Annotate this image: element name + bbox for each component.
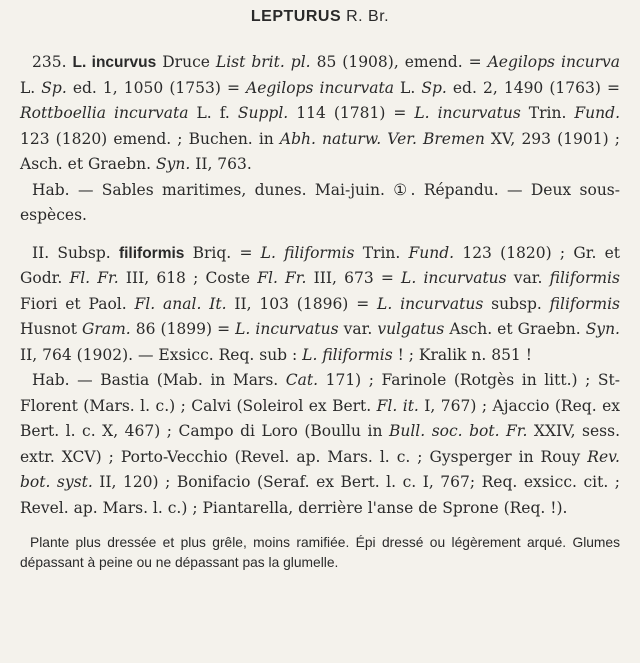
subsp-text-4: L. filiformis	[260, 243, 355, 262]
species-text-16: L. incurvatus	[414, 104, 521, 122]
hab2-text-7: XXIV, sess. extr. XCV) ; Porto-Vecchio (Revel. ap. Mars. l. c. ; Gysperger in Rouy	[20, 422, 621, 466]
genus-authority: R. Br.	[346, 8, 390, 25]
genus-heading: LEPTURUS	[250, 8, 342, 25]
subsp-text-16: Fl. anal. It.	[134, 294, 227, 313]
subsp-text-10: Fl. Fr.	[257, 269, 307, 287]
species-text-6: Sp.	[41, 78, 67, 97]
species-text-19: 123 (1820) emend. ; Buchen. in	[20, 129, 280, 148]
species-text-2: List brit. pl.	[215, 53, 311, 71]
subsp-text-29: II, 764 (1902). — Exsicc. Req. sub :	[20, 345, 303, 364]
subsp-text-8: Fl. Fr.	[69, 269, 119, 287]
species-number: 235.	[32, 53, 67, 71]
species-text-12: Rottboellia incurvata	[20, 104, 189, 122]
subsp-text-28: Syn.	[585, 320, 620, 338]
subsp-text-31: ! ; Kralik n. 851 !	[392, 345, 532, 364]
subsp-text-12: L. incurvatus	[401, 269, 507, 287]
hab2-text-9: II, 120) ; Bonifacio (Seraf. ex Bert. l. c. I, 767; Req. exsicc. cit. ; Revel. ap. Mars. l. c.) ; Piantarella, derrière l'anse de Sprone (Req. !).	[20, 473, 620, 517]
subsp-text-15: Fiori et Paol.	[20, 294, 135, 313]
species-text-7: ed. 1, 1050 (1753) =	[66, 78, 246, 97]
description-note	[20, 533, 620, 573]
species-text-14: Suppl.	[237, 104, 289, 122]
species-text-21: XV, 293 (1901) ; Asch. et Graebn.	[20, 129, 620, 173]
species-text-22: Syn.	[155, 155, 191, 173]
hab2-text-5: I, 767) ; Ajaccio (Req. ex Bert. l. c. X, 467) ; Campo di Loro (Boullu in	[20, 396, 620, 440]
note-text: Plante plus dressée et plus grêle, moins ramifiée. Épi dressé ou légèrement arqué. Glumes dépassant à peine ou ne dépassant pas la glumelle.	[20, 535, 620, 570]
subsp-text-19: subsp.	[483, 294, 550, 313]
subsp-text-27: Asch. et Graebn.	[444, 320, 586, 338]
habitat-paragraph-1: Hab. — Sables maritimes, dunes. Mai-juin. ①. Répandu. — Deux sous-espèces.	[20, 180, 620, 224]
hab2-text-3: 171) ; Farinole (Rotgès in litt.) ; St-Florent (Mars. l. c.) ; Calvi (Soleirol ex Bert.	[20, 371, 620, 415]
hab2-text-8: Rev. bot. syst.	[20, 447, 620, 491]
subsp-text-14: filiformis	[549, 269, 620, 287]
subsp-text-1: II. Subsp.	[32, 243, 119, 262]
book-page	[0, 8, 640, 663]
subsp-text-3: Briq. =	[184, 243, 261, 262]
subsp-text-17: II, 103 (1896) =	[226, 294, 378, 313]
species-text-1: Druce	[156, 53, 216, 71]
page-header	[20, 8, 620, 30]
hab2-text-2: Cat.	[285, 371, 319, 389]
subsp-text-11: III, 673 =	[306, 269, 402, 287]
subsp-text-23: 86 (1899) =	[130, 320, 236, 338]
subsp-name: filiformis	[118, 244, 185, 262]
species-text-20: Abh. naturw. Ver. Bremen	[279, 129, 485, 148]
subsp-text-9: III, 618 ; Coste	[118, 269, 258, 287]
subsp-text-21: Husnot	[20, 320, 83, 338]
habitat-paragraph-2	[20, 368, 620, 521]
hab2-text-4: Fl. it.	[376, 396, 419, 415]
species-text-9: L.	[393, 78, 422, 97]
subsp-text-20: filiformis	[549, 294, 620, 313]
species-text-4: Aegilops incurva	[487, 53, 621, 71]
hab2-text-6: Bull. soc. bot. Fr.	[388, 422, 528, 440]
species-text-13: L. f.	[188, 104, 238, 122]
subsp-text-6: Fund.	[408, 243, 455, 262]
species-text-17: Trin.	[520, 104, 575, 122]
species-entry	[20, 50, 620, 178]
subsp-text-24: L. incurvatus	[235, 320, 339, 338]
species-text-8: Aegilops incurvata	[246, 78, 394, 97]
species-name: L. incurvus	[72, 54, 157, 71]
subspecies-entry	[20, 241, 620, 369]
subsp-text-18: L. incurvatus	[377, 294, 484, 313]
species-text-15: 114 (1781) =	[288, 104, 415, 122]
subsp-text-30: L. filiformis	[302, 345, 393, 364]
subsp-text-13: var.	[506, 269, 550, 287]
species-text-18: Fund.	[574, 104, 620, 122]
subsp-text-25: var.	[338, 320, 378, 338]
species-text-11: ed. 2, 1490 (1763) =	[446, 78, 620, 97]
subsp-text-7: 123 (1820) ; Gr. et Godr.	[20, 243, 620, 287]
species-text-3: 85 (1908), emend. =	[310, 53, 488, 71]
hab2-text-1: Hab. — Bastia (Mab. in Mars.	[32, 371, 286, 389]
subsp-text-5: Trin.	[354, 243, 409, 262]
species-text-23: II, 763.	[190, 155, 252, 173]
subsp-text-26: vulgatus	[377, 320, 445, 338]
subsp-text-22: Gram.	[82, 320, 131, 338]
species-text-10: Sp.	[421, 78, 447, 97]
species-text-5: L.	[20, 78, 42, 97]
